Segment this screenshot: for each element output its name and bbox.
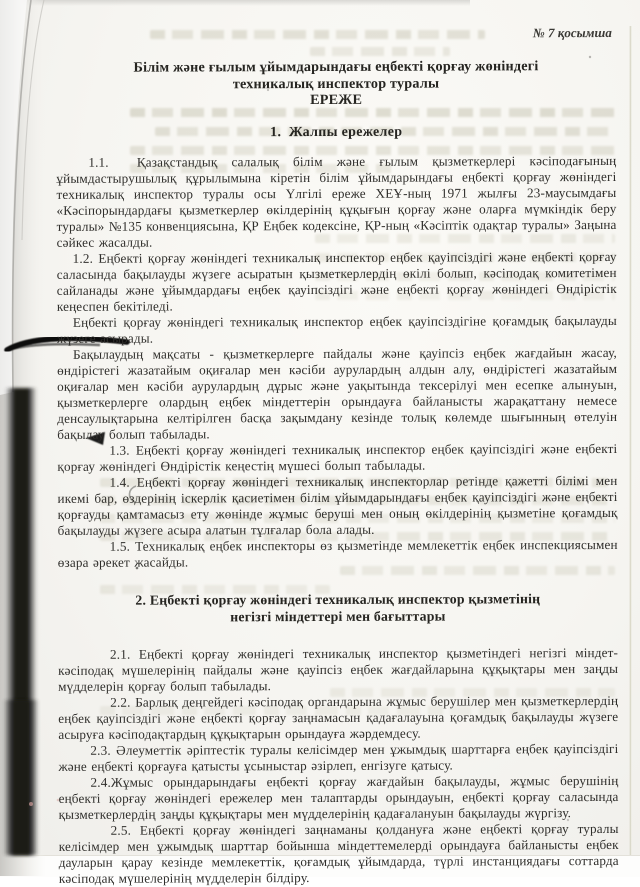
title-line-3: ЕРЕЖЕ bbox=[310, 91, 363, 109]
paragraph-public-control: Еңбекті қорғау жөніндегі техникалық инспектор еңбек қауіпсіздігіне қоғамдық бақылауды жүзеге асырады. bbox=[56, 312, 617, 346]
title-line-2: техникалық инспектор туралы bbox=[232, 75, 440, 92]
section-2-heading bbox=[58, 589, 618, 626]
section-2-heading-line-1: 2. Еңбекті қорғау жөніндегі техникалық инспектор қызметінің bbox=[135, 590, 541, 608]
section-1-heading: 1. Жалпы ережелер bbox=[270, 124, 403, 140]
paragraph-1-1: 1.1. Қазақстандық салалық білім және ғылым қызметкерлері кәсіподағының ұйымдастырушылық құрылымына кіретін білім ұйымдарындағы еңбекті қорғау жөніндегі техникалық инспектор туралы осы Үлгілі ереже ХЕҰ-ның 1971 жылғы 23-маусымдағы «Кәсіпорындардағы қызметкерлер өкілдерінің құқығын қорғау және оларға мүмкіндік беру туралы» №135 конвенциясына, ҚР Еңбек кодексіне, ҚР-ның «Кәсіптік одақтар туралы» Заңына сәйкес жасалды. bbox=[56, 152, 617, 250]
paragraph-2-5: 2.5. Еңбекті қорғау жөніндегі заңнаманы қолдануға және еңбекті қорғау туралы келісімдер мен ұжымдық шарттар бойынша міндеттемелерді орындауға байланысты еңбек дауларын қарау кезінде мемлекеттік, қоғамдық ұйымдарда, түрлі инстанциядағы соттарда кәсіподақ мүшелерінің мүдделерін білдіру. bbox=[58, 820, 619, 886]
paragraph-2-2: 2.2. Барлық деңгейдегі кәсіподақ органдарына жұмыс берушілер мен қызметкерлердің еңбек қауіпсіздігі және еңбекті қорғау заңнамасын қадағалауына қоғамдық бақылауды жүзеге асыруға кәсіподақтардың құқықтарын орындауға жәрдемдесу. bbox=[58, 692, 619, 742]
paragraph-2-4: 2.4.Жұмыс орындарындағы еңбекті қорғау жағдайын бақылауды, жұмыс берушінің еңбекті қорғау жөніндегі ережелер мен талаптарды орындауын, еңбекті қорғау саласында қызметкерлердің заңды құқықтары мен мүдделерінің қадағалануын бақылауды жүргізу. bbox=[58, 772, 619, 822]
paragraph-1-3: 1.3. Еңбекті қорғау жөніндегі техникалық инспектор еңбек қауіпсіздігі және еңбекті қорғау жөніндегі Өндірістік кеңестің мүшесі болып табылады. bbox=[57, 440, 618, 474]
paragraph-1-2: 1.2. Еңбекті қорғау жөніндегі техникалық инспектор еңбек қауіпсіздігі және еңбекті қорғау саласында бақылауды жүзеге асыратын қызметкерлердің өкілі болып, кәсіподақ комитетімен сайланады және ұйымдардағы еңбек қауіпсіздігі және еңбекті қорғау жөніндегі Өндірістік кеңеспен бекітіледі. bbox=[56, 248, 617, 314]
paragraph-1-5: 1.5. Техникалық еңбек инспекторы өз қызметінде мемлекеттік еңбек инспекциясымен өзара әрекет жасайды. bbox=[57, 536, 618, 570]
paragraph-control-purpose: Бақылаудың мақсаты - қызметкерлерге пайдалы және қауіпсіз еңбек жағдайын жасау, өндірістегі жазатайым оқиғалар мен кәсіби аурулардың алдын алу, өндірістегі жазатайым оқиғалар мен кәсіби аурулардың дұрыс және уақытында тексерілуі мен есепке алынуын, қызметкерлерге олардың еңбек міндеттерін орындауға байланысты жарақаттану немесе денсаулықтарына келтірілген басқа зақымдану кезінде толық көлемде шығынның өтелуін бақылау болып табылады. bbox=[57, 344, 618, 442]
paragraph-1-4: 1.4. Еңбекті қорғау жөніндегі техникалық инспекторлар ретінде қажетті білімі мен икемі бар, өздерінің іскерлік қасиетімен білім ұйымдарындағы еңбек қауіпсіздігі және еңбекті қорғауды қамтамасыз ету жөнінде жұмыс беруші мен оның өкілдерінің қызметіне қоғамдық бақылауды жүзеге асыра алатын тұлғалар бола алады. bbox=[57, 472, 618, 538]
section-2-heading-line-2: негізгі міндеттері мен бағыттары bbox=[230, 608, 446, 625]
paragraph-2-3: 2.3. Әлеуметтік әріптестік туралы келісімдер мен ұжымдық шарттарға еңбек қауіпсіздігі және еңбекті қорғауға қатысты ұсыныстар әзірлеп, енгізуге қатысу. bbox=[58, 740, 619, 774]
paragraph-2-1: 2.1. Еңбекті қорғау жөніндегі техникалық инспектор қызметіндегі негізгі міндет- кәсіподақ мүшелерінің пайдалы және қауіпсіз еңбек жағдайларына құқықтары мен заңды мүдделерін қорғау болып табылады. bbox=[58, 644, 619, 694]
document-title bbox=[56, 58, 616, 109]
title-line-1: Білім және ғылым ұйымдарындағы еңбекті қорғау жөніндегі bbox=[133, 58, 539, 76]
appendix-label: № 7 қосымша bbox=[532, 24, 612, 41]
